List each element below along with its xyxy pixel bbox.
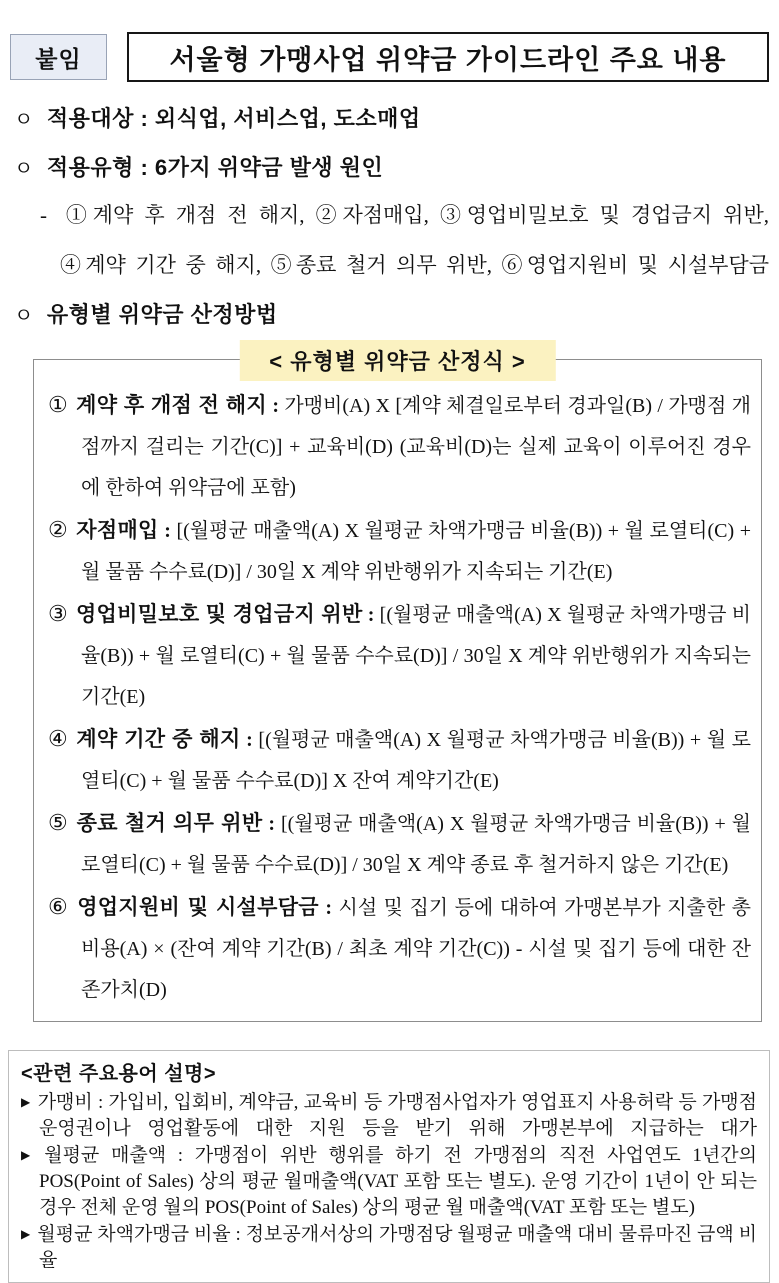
bullet-types-text: 적용유형 : 6가지 위약금 발생 원인 (46, 155, 384, 180)
formula-box-title: < 유형별 위약금 산정식 > (239, 340, 555, 381)
formula-heading-5: 종료 철거 의무 위반 (76, 812, 263, 835)
formula-item-2 (48, 509, 751, 593)
formula-text-5: [(월평균 매출액(A) X 월평균 차액가맹금 비율(B)) + 월 로열티(C) + 월 물품 수수료(D)] / 30일 X 계약 종료 후 철거하지 않은 기간(E) (81, 813, 751, 876)
colon-separator: : (362, 604, 380, 626)
triangle-bullet-icon: ▶ (21, 1148, 38, 1162)
formula-heading-2: 자점매입 (76, 519, 159, 542)
bullet-target (14, 104, 771, 135)
formula-text-2: [(월평균 매출액(A) X 월평균 차액가맹금 비율(B)) + 월 로열티(C) + 월 물품 수수료(D)] / 30일 X 계약 위반행위가 지속되는 기간(E) (81, 520, 751, 583)
sub-bullet-line1-text: ①계약 후 개점 전 해지, ②자점매입, ③영업비밀보호 및 경업금지 위반, (60, 203, 769, 227)
colon-separator: : (266, 395, 285, 417)
terms-box-title: <관련 주요용어 설명> (21, 1063, 217, 1085)
term-text-2: 월평균 매출액 : 가맹점이 위반 행위를 하기 전 가맹점의 직전 사업연도 1년간의 POS(Point of Sales) 상의 평균 월매출액(VAT 포함 또는 별도). 운영 기간이 1년이 안 되는 경우 전체 운영 월의 POS(Point of Sales) 상의 평균 월 매출액(VAT 포함 또는 별도) (39, 1145, 757, 1218)
formula-box (33, 349, 762, 1022)
document-header (10, 32, 769, 82)
circled-number-2: ② (48, 517, 69, 542)
term-text-3: 월평균 차액가맹금 비율 : 정보공개서상의 가맹점당 월평균 매출액 대비 물류마진 금액 비율 (37, 1224, 757, 1271)
bullet-method-text: 유형별 위약금 산정방법 (46, 302, 278, 327)
sub-bullet-line2 (60, 248, 769, 282)
circle-bullet-icon: ㅇ (14, 305, 34, 327)
formula-heading-6: 영업지원비 및 시설부담금 (77, 896, 319, 919)
formula-heading-3: 영업비밀보호 및 경업금지 위반 (75, 603, 363, 626)
bullet-target-text: 적용대상 : 외식업, 서비스업, 도소매업 (46, 106, 421, 131)
formula-text-3: [(월평균 매출액(A) X 월평균 차액가맹금 비율(B)) + 월 로열티(C) + 월 물품 수수료(D)] / 30일 X 계약 위반행위가 지속되는 기간(E) (81, 604, 751, 708)
dash-bullet-icon: - (40, 203, 47, 227)
sub-bullet-line1 (40, 198, 769, 232)
formula-text-1: 가맹비(A) X [계약 체결일로부터 경과일(B) / 가맹점 개점까지 걸리는 기간(C)] + 교육비(D) (교육비(D)는 실제 교육이 이루어진 경우에 한하여 위약금에 포함) (81, 395, 751, 499)
formula-item-1 (48, 384, 751, 509)
sub-bullet-line2-text: ④계약 기간 중 해지, ⑤종료 철거 의무 위반, ⑥영업지원비 및 시설부담금 (60, 253, 769, 277)
circle-bullet-icon: ㅇ (14, 109, 34, 131)
bullet-types (14, 153, 771, 184)
term-item-2 (21, 1142, 757, 1221)
circled-number-6: ⑥ (48, 894, 70, 919)
term-text-1: 가맹비 : 가입비, 입회비, 계약금, 교육비 등 가맹점사업자가 영업표지 사용허락 등 가맹점운영권이나 영업활동에 대한 지원 등을 받기 위해 가맹본부에 지급하는 대가 (37, 1092, 758, 1139)
formula-item-4 (48, 718, 751, 802)
circled-number-4: ④ (48, 726, 69, 751)
term-item-3 (21, 1221, 757, 1274)
colon-separator: : (240, 729, 259, 751)
triangle-bullet-icon: ▶ (21, 1095, 31, 1109)
triangle-bullet-icon: ▶ (21, 1227, 31, 1241)
formula-text-4: [(월평균 매출액(A) X 월평균 차액가맹금 비율(B)) + 월 로열티(C) + 월 물품 수수료(D)] X 잔여 계약기간(E) (81, 729, 751, 792)
bullet-method (14, 300, 771, 331)
formula-text-6: 시설 및 집기 등에 대하여 가맹본부가 지출한 총 비용(A) × (잔여 계약 기간(B) / 최초 계약 기간(C)) - 시설 및 집기 등에 대한 잔존가치(D) (81, 897, 751, 1001)
formula-item-3 (48, 593, 751, 718)
colon-separator: : (318, 897, 339, 919)
formula-item-5 (48, 802, 751, 886)
terms-box (8, 1050, 770, 1283)
circled-number-5: ⑤ (48, 810, 69, 835)
term-item-1 (21, 1089, 757, 1142)
circled-number-1: ① (48, 392, 69, 417)
document-page (0, 32, 779, 1271)
circled-number-3: ③ (48, 601, 68, 626)
colon-separator: : (158, 520, 177, 542)
attachment-badge: 붙임 (10, 34, 107, 80)
formula-heading-1: 계약 후 개점 전 해지 (76, 394, 267, 417)
page-title: 서울형 가맹사업 위약금 가이드라인 주요 내용 (127, 32, 769, 82)
colon-separator: : (262, 813, 281, 835)
formula-item-6 (48, 886, 751, 1011)
circle-bullet-icon: ㅇ (14, 158, 34, 180)
formula-heading-4: 계약 기간 중 해지 (76, 728, 241, 751)
